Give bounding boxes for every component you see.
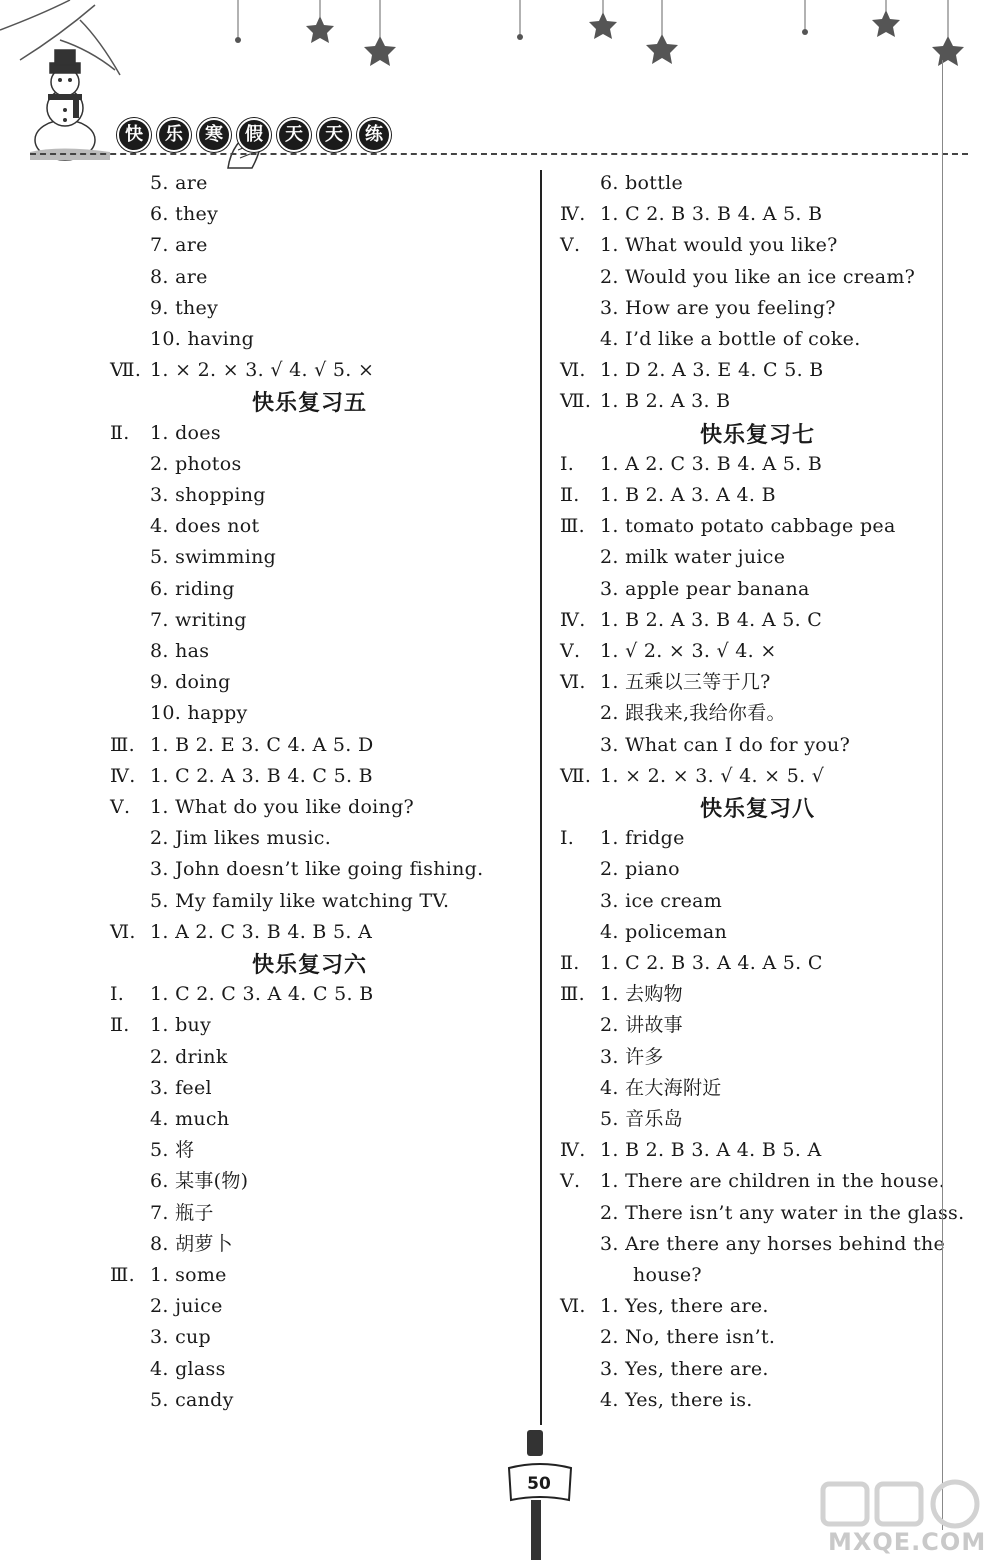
answer-text: 2. milk water juice (600, 546, 786, 569)
banner-char: 假 (237, 118, 271, 152)
answer-text: 1. C 2. B 3. B 4. A 5. B (600, 203, 823, 226)
answer-text: 1. √ 2. × 3. √ 4. × (600, 640, 777, 662)
answer-text: 5. 音乐岛 (600, 1108, 683, 1130)
answer-line (560, 1042, 980, 1073)
answer-text: 1. × 2. × 3. √ 4. √ 5. × (150, 359, 375, 382)
answer-text: 1. B 2. E 3. C 4. A 5. D (150, 733, 374, 756)
answer-line (560, 480, 980, 511)
answer-line (560, 1385, 980, 1416)
answer-line (110, 542, 530, 573)
answer-text: 1. D 2. A 3. E 4. C 5. B (600, 359, 824, 382)
answer-text: 3. apple pear banana (600, 577, 810, 600)
section-numeral: Ⅰ. (110, 983, 125, 1006)
column-divider (540, 170, 542, 1425)
section-numeral: Ⅲ. (110, 733, 135, 756)
section-numeral: Ⅳ. (560, 608, 586, 631)
answer-line (560, 574, 980, 605)
answer-line (110, 698, 530, 729)
answer-line (560, 168, 980, 199)
header-decoration (0, 0, 1000, 170)
answer-line (560, 449, 980, 480)
banner-char: 天 (317, 118, 351, 152)
answer-text: 9. they (150, 296, 219, 319)
answer-line (560, 1229, 980, 1260)
answer-line (560, 1010, 980, 1041)
answer-text: 1. B 2. B 3. A 4. B 5. A (600, 1139, 822, 1162)
answer-text: 6. 某事(物) (150, 1170, 249, 1193)
answer-line (110, 574, 530, 605)
section-numeral: Ⅶ. (110, 359, 142, 382)
answer-line (110, 511, 530, 542)
answer-text: 3. What can I do for you? (600, 733, 851, 756)
answer-text: 1. C 2. B 3. A 4. A 5. C (600, 952, 823, 974)
answer-line (560, 761, 980, 792)
answer-text: 8. are (150, 265, 208, 288)
answer-line (560, 823, 980, 854)
section-heading: 快乐复习五 (252, 391, 368, 417)
answer-line (110, 979, 530, 1010)
answer-text: 1. What do you like doing? (150, 796, 415, 818)
answer-text: 2. drink (150, 1045, 228, 1068)
answer-line (110, 730, 530, 761)
answer-text: 1. some (150, 1264, 227, 1286)
answer-line (110, 1385, 530, 1416)
answer-text: 2. piano (600, 858, 680, 881)
section-numeral: Ⅰ. (560, 827, 575, 850)
watermark-text: MXQE.COM (828, 1528, 987, 1556)
answer-line (560, 1291, 980, 1322)
section-numeral: Ⅵ. (560, 1295, 586, 1318)
answer-text: 10. having (150, 328, 255, 350)
answer-line (560, 1135, 980, 1166)
answer-line (560, 1260, 980, 1291)
answer-line (110, 1291, 530, 1322)
answer-line (110, 1042, 530, 1073)
answer-line (560, 667, 980, 698)
answer-text: 9. doing (150, 671, 231, 694)
answer-line (560, 979, 980, 1010)
answer-line (560, 511, 980, 542)
answer-line (560, 636, 980, 667)
answer-line (560, 730, 980, 761)
answer-line (560, 917, 980, 948)
answer-text: 2. There isn’t any water in the glass. (600, 1201, 965, 1224)
answer-text: 1. B 2. A 3. A 4. B (600, 484, 776, 506)
answer-line (560, 386, 980, 417)
answer-text: 5. candy (150, 1388, 234, 1411)
section-numeral: Ⅶ. (560, 764, 592, 787)
answer-line (560, 1073, 980, 1104)
answer-text: 1. tomato potato cabbage pea (600, 515, 896, 538)
answer-text: 3. 许多 (600, 1045, 664, 1068)
answer-text: 1. does (150, 421, 221, 444)
answer-line (560, 854, 980, 885)
answer-text: 2. 讲故事 (600, 1014, 683, 1037)
answer-line (560, 1354, 980, 1385)
answer-text: 1. B 2. A 3. B 4. A 5. C (600, 608, 823, 631)
answer-text: 2. Jim likes music. (150, 827, 332, 850)
answer-text: 3. feel (150, 1076, 212, 1099)
answer-line (560, 355, 980, 386)
answer-line (110, 1010, 530, 1041)
answer-text: 2. 跟我来,我给你看。 (600, 702, 786, 725)
page-edge-rule (942, 60, 943, 1530)
section-heading: 快乐复习七 (700, 422, 816, 448)
banner-char: 快 (117, 118, 151, 152)
answer-text: 6. bottle (600, 172, 684, 194)
answer-line (110, 1198, 530, 1229)
answer-text: 1. What would you like? (600, 234, 838, 257)
answer-text: 6. riding (150, 577, 235, 600)
banner-char: 天 (277, 118, 311, 152)
answer-text: 1. B 2. A 3. B (600, 390, 731, 413)
answer-text: 4. glass (150, 1357, 226, 1380)
answer-line (560, 293, 980, 324)
answer-text: 1. A 2. C 3. B 4. A 5. B (600, 452, 823, 475)
answer-line (110, 886, 530, 917)
answer-line (110, 262, 530, 293)
section-numeral: Ⅱ. (110, 421, 130, 444)
answer-text: house? (633, 1264, 702, 1286)
answer-text: 1. Yes, there are. (600, 1295, 769, 1318)
section-numeral: Ⅳ. (560, 203, 586, 226)
section-numeral: Ⅵ. (110, 920, 136, 943)
answer-text: 4. much (150, 1108, 230, 1130)
answer-text: 8. 胡萝卜 (150, 1232, 233, 1255)
section-numeral: Ⅴ. (110, 796, 131, 818)
banner-char: 寒 (197, 118, 231, 152)
answer-line (110, 761, 530, 792)
section-numeral: Ⅰ. (560, 452, 575, 475)
answer-text: 6. they (150, 203, 219, 226)
answer-text: 1. C 2. C 3. A 4. C 5. B (150, 983, 374, 1006)
section-numeral: Ⅱ. (560, 952, 580, 974)
answer-text: 1. buy (150, 1014, 212, 1037)
answer-text: 4. 在大海附近 (600, 1076, 722, 1099)
answer-text: 5. My family like watching TV. (150, 889, 450, 912)
section-numeral: Ⅲ. (560, 983, 585, 1006)
answer-text: 3. shopping (150, 484, 266, 506)
answer-line (560, 948, 980, 979)
answer-line (560, 1198, 980, 1229)
answer-line (110, 199, 530, 230)
section-numeral: Ⅵ. (560, 671, 586, 694)
answer-text: 3. Yes, there are. (600, 1357, 769, 1380)
answer-line (560, 542, 980, 573)
answer-text: 7. 瓶子 (150, 1201, 214, 1224)
answer-text: 3. ice cream (600, 889, 723, 912)
answer-line (110, 636, 530, 667)
answer-text: 2. No, there isn’t. (600, 1326, 776, 1349)
answer-line (560, 698, 980, 729)
answer-line (110, 355, 530, 386)
answer-text: 1. A 2. C 3. B 4. B 5. A (150, 920, 373, 943)
answer-line (560, 1104, 980, 1135)
section-heading: 快乐复习八 (700, 797, 816, 822)
answer-line (560, 230, 980, 261)
section-numeral: Ⅵ. (560, 359, 586, 382)
answer-line (110, 1166, 530, 1197)
header-rule (30, 153, 968, 155)
answer-text: 1. There are children in the house. (600, 1170, 946, 1193)
answer-text: 2. Would you like an ice cream? (600, 265, 916, 288)
answer-line (110, 605, 530, 636)
answer-line (560, 199, 980, 230)
answer-line (110, 230, 530, 261)
answer-line (110, 792, 530, 823)
answer-text: 5. swimming (150, 546, 277, 569)
section-numeral: Ⅱ. (560, 484, 580, 506)
answer-text: 2. photos (150, 452, 242, 475)
answer-text: 5. are (150, 172, 208, 194)
answer-line (110, 293, 530, 324)
answer-line (110, 823, 530, 854)
answer-text: 3. John doesn’t like going fishing. (150, 858, 484, 881)
answer-text: 1. fridge (600, 827, 685, 850)
answer-text: 1. 五乘以三等于几? (600, 671, 771, 694)
section-numeral: Ⅴ. (560, 234, 581, 257)
answer-line (560, 605, 980, 636)
section-numeral: Ⅳ. (560, 1139, 586, 1162)
answer-text: 8. has (150, 640, 210, 662)
section-numeral: Ⅱ. (110, 1014, 130, 1037)
answer-line (560, 1166, 980, 1197)
section-numeral: Ⅶ. (560, 390, 592, 413)
answer-line (110, 854, 530, 885)
answer-line (560, 262, 980, 293)
answer-line (110, 1260, 530, 1291)
answer-line (110, 168, 530, 199)
answer-text: 2. juice (150, 1295, 223, 1318)
answer-text: 4. Yes, there is. (600, 1388, 753, 1411)
answer-text: 5. 将 (150, 1139, 195, 1162)
banner-char: 练 (357, 118, 391, 152)
answer-line (560, 1322, 980, 1353)
section-numeral: Ⅲ. (110, 1264, 135, 1286)
answer-line (560, 886, 980, 917)
answer-line (110, 418, 530, 449)
page-number: 50 (527, 1474, 551, 1494)
answer-line (110, 1229, 530, 1260)
answer-text: 3. How are you feeling? (600, 296, 836, 319)
answer-text: 10. happy (150, 702, 248, 725)
answer-text: 1. C 2. A 3. B 4. C 5. B (150, 764, 373, 787)
answer-text: 1. 去购物 (600, 983, 683, 1006)
answer-line (560, 324, 980, 355)
answer-text: 7. writing (150, 608, 247, 631)
answer-text: 3. cup (150, 1326, 212, 1349)
section-heading: 快乐复习六 (252, 953, 368, 978)
answer-text: 4. I’d like a bottle of coke. (600, 328, 861, 350)
answer-line (110, 1322, 530, 1353)
answer-line (110, 1073, 530, 1104)
section-numeral: Ⅴ. (560, 1170, 581, 1193)
answer-text: 3. Are there any horses behind the (600, 1232, 946, 1255)
answer-text: 4. policeman (600, 920, 727, 943)
answer-text: 7. are (150, 234, 208, 257)
answer-line (110, 324, 530, 355)
answer-line (110, 917, 530, 948)
answer-text: 1. × 2. × 3. √ 4. × 5. √ (600, 764, 825, 787)
banner-char: 乐 (157, 118, 191, 152)
answer-line (110, 667, 530, 698)
answer-line (110, 1354, 530, 1385)
answer-line (110, 1104, 530, 1135)
section-numeral: Ⅳ. (110, 764, 136, 787)
section-numeral: Ⅲ. (560, 515, 585, 538)
answer-text: 4. does not (150, 515, 260, 538)
answer-line (110, 480, 530, 511)
answer-line (110, 449, 530, 480)
answer-line (110, 1135, 530, 1166)
section-numeral: Ⅴ. (560, 640, 581, 662)
